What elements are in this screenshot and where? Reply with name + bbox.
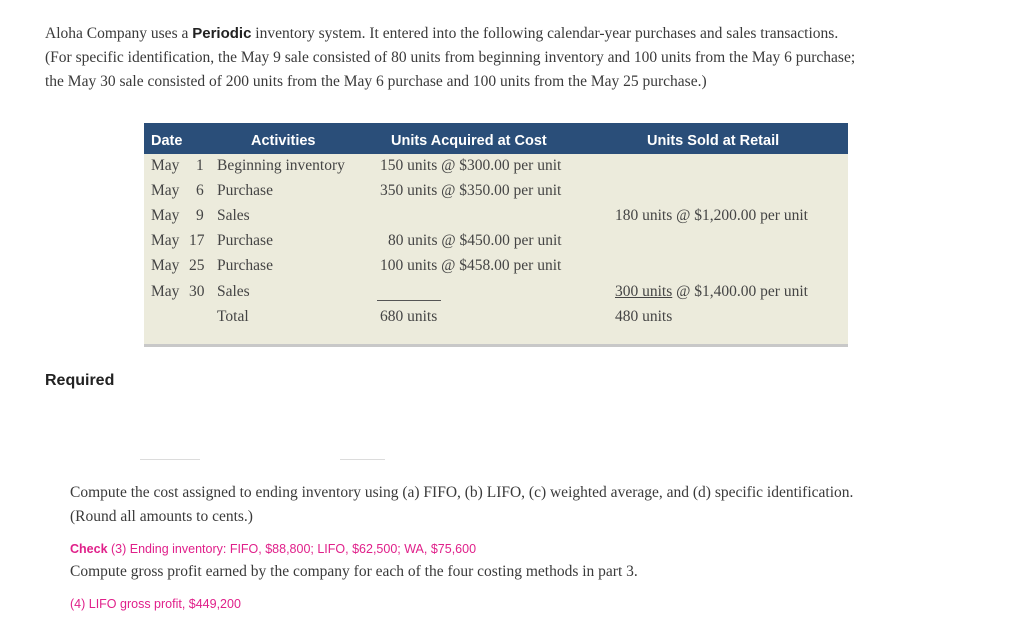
check-3-hint xyxy=(70,542,476,556)
header-units-sold: Units Sold at Retail xyxy=(647,133,780,149)
row-4-acquired: 80 units @ $450.00 per unit xyxy=(388,232,562,249)
question-4-line-1: Compute gross profit earned by the company for each of the four costing methods in part 3. xyxy=(70,563,638,580)
row-1-acquired: 150 units @ $300.00 per unit xyxy=(380,157,562,174)
intro-line-1-rest: inventory system. It entered into the following calendar-year purchases and sales transactions. xyxy=(251,25,839,42)
divider-faint-2 xyxy=(340,459,385,460)
question-3-line-2: (Round all amounts to cents.) xyxy=(70,508,253,525)
row-3-day: 9 xyxy=(196,207,204,224)
intro-line-1 xyxy=(45,22,995,46)
row-3-month: May xyxy=(151,207,180,224)
row-4-activity: Purchase xyxy=(217,232,273,249)
header-units-acquired: Units Acquired at Cost xyxy=(391,133,547,149)
required-heading: Required xyxy=(45,372,115,389)
transactions-table xyxy=(144,123,848,347)
row-2-month: May xyxy=(151,182,180,199)
row-3-activity: Sales xyxy=(217,207,250,224)
intro-line-3: the May 30 sale consisted of 200 units from the May 6 purchase and 100 units from the May 25 purchase.) xyxy=(45,73,707,90)
intro-line-2: (For specific identification, the May 9 sale consisted of 80 units from beginning inventory and 100 units from the May 6 purchase; xyxy=(45,49,856,66)
row-1-month: May xyxy=(151,157,180,174)
inventory-system-term: Periodic xyxy=(192,25,252,42)
row-6-activity: Sales xyxy=(217,283,250,300)
row-2-acquired: 350 units @ $350.00 per unit xyxy=(380,182,562,199)
row-5-day: 25 xyxy=(189,257,205,274)
acquired-total-rule xyxy=(377,300,441,301)
table-header xyxy=(144,123,848,154)
question-4 xyxy=(70,560,970,584)
row-5-activity: Purchase xyxy=(217,257,273,274)
problem-intro xyxy=(45,22,995,94)
question-3 xyxy=(70,481,970,529)
row-3-sold: 180 units @ $1,200.00 per unit xyxy=(615,207,808,224)
row-6-sold xyxy=(615,283,808,301)
header-date: Date xyxy=(151,133,183,149)
row-1-activity: Beginning inventory xyxy=(217,157,345,174)
row-2-day: 6 xyxy=(196,182,204,199)
divider-faint-1 xyxy=(140,459,200,460)
intro-lead: Aloha Company uses a xyxy=(45,25,193,42)
header-activities: Activities xyxy=(251,133,316,149)
row-6-month: May xyxy=(151,283,180,300)
total-acquired: 680 units xyxy=(380,308,438,325)
row-1-day: 1 xyxy=(196,157,204,174)
check-3-text: (3) Ending inventory: FIFO, $88,800; LIFO, $62,500; WA, $75,600 xyxy=(107,542,477,556)
total-sold: 480 units xyxy=(615,308,673,325)
row-4-month: May xyxy=(151,232,180,249)
row-6-day: 30 xyxy=(189,283,205,300)
row-6-sold-rest: @ $1,400.00 per unit xyxy=(672,283,808,300)
row-2-activity: Purchase xyxy=(217,182,273,199)
row-4-day: 17 xyxy=(189,232,205,249)
row-5-month: May xyxy=(151,257,180,274)
question-3-line-1: Compute the cost assigned to ending inventory using (a) FIFO, (b) LIFO, (c) weighted average, and (d) specific identification. xyxy=(70,484,854,501)
check-4-hint: (4) LIFO gross profit, $449,200 xyxy=(70,597,241,611)
row-5-acquired: 100 units @ $458.00 per unit xyxy=(380,257,562,274)
row-6-sold-units: 300 units xyxy=(615,283,673,300)
check-3-bold: Check xyxy=(70,542,108,556)
total-label: Total xyxy=(217,308,249,325)
